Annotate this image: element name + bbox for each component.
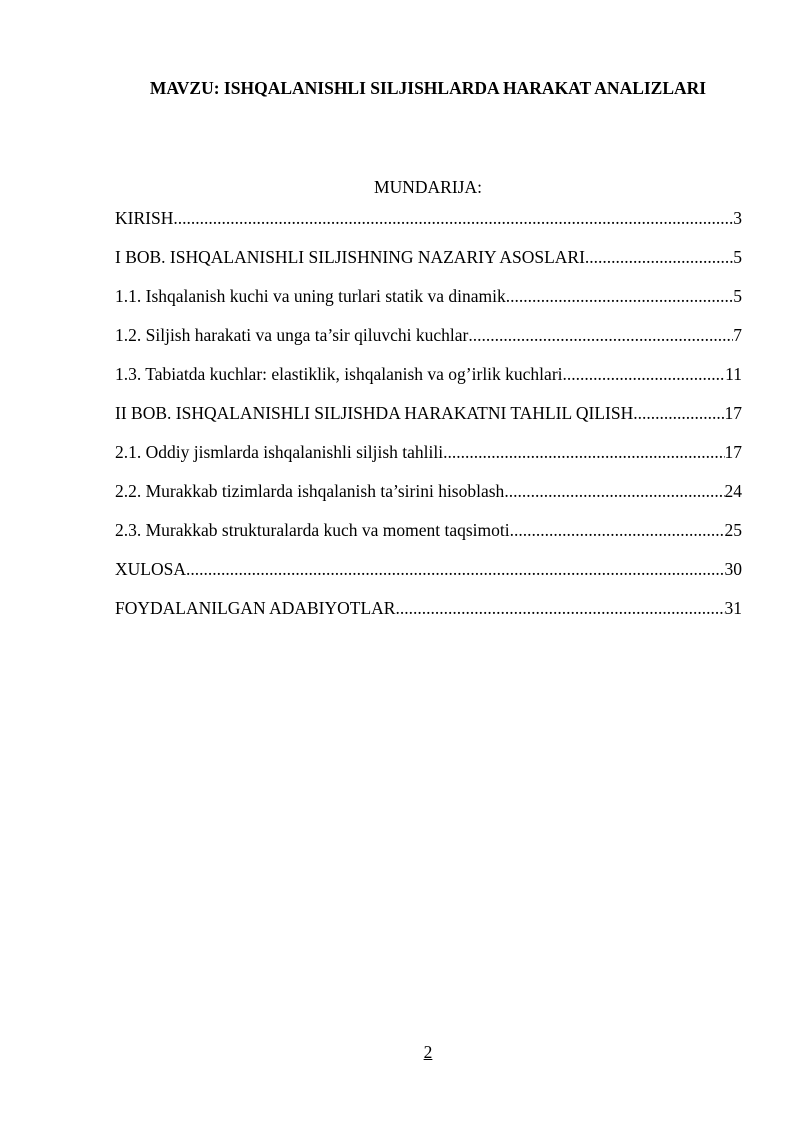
toc-entry-2-3[interactable] bbox=[115, 518, 742, 557]
toc-dot-leader bbox=[563, 362, 726, 386]
toc-heading: MUNDARIJA: bbox=[374, 177, 482, 197]
toc-entry-label: 2.3. Murakkab strukturalarda kuch va moment taqsimoti bbox=[115, 520, 510, 540]
toc-entry-label: FOYDALANILGAN ADABIYOTLAR bbox=[115, 598, 396, 618]
toc-entry-label: 2.2. Murakkab tizimlarda ishqalanish ta’sirini hisoblash bbox=[115, 481, 505, 501]
toc-entry-2-2[interactable] bbox=[115, 479, 742, 518]
toc-entry-xulosa[interactable] bbox=[115, 557, 742, 596]
toc-entry-1-1[interactable] bbox=[115, 284, 742, 323]
toc-entry-page: 31 bbox=[724, 598, 742, 618]
toc-dot-leader bbox=[173, 206, 733, 230]
toc-entry-kirish[interactable] bbox=[115, 206, 742, 245]
toc-entry-label: XULOSA bbox=[115, 559, 186, 579]
toc-entry-label: 2.1. Oddiy jismlarda ishqalanishli siljish tahlili bbox=[115, 442, 444, 462]
toc-entry-page: 17 bbox=[724, 403, 742, 423]
toc-dot-leader bbox=[186, 557, 725, 581]
toc-dot-leader bbox=[443, 440, 724, 464]
toc-entry-page: 5 bbox=[733, 286, 742, 306]
toc-entry-label: 1.2. Siljish harakati va unga ta’sir qiluvchi kuchlar bbox=[115, 325, 469, 345]
toc-entry-chapter-2[interactable] bbox=[115, 401, 742, 440]
toc-entry-1-2[interactable] bbox=[115, 323, 742, 362]
toc-dot-leader bbox=[468, 323, 733, 347]
toc-dot-leader bbox=[585, 245, 733, 269]
page-title: MAVZU: ISHQALANISHLI SILJISHLARDA HARAKAT ANALIZLARI bbox=[149, 78, 707, 98]
toc-entry-2-1[interactable] bbox=[115, 440, 742, 479]
toc-dot-leader bbox=[510, 518, 725, 542]
page-number: 2 bbox=[423, 1042, 433, 1062]
toc-dot-leader bbox=[504, 479, 724, 503]
toc-entry-page: 11 bbox=[725, 364, 742, 384]
toc-entry-page: 3 bbox=[733, 208, 742, 228]
toc-entry-label: II BOB. ISHQALANISHLI SILJISHDA HARAKATNI TAHLIL QILISH bbox=[115, 403, 634, 423]
toc-entry-page: 17 bbox=[724, 442, 742, 462]
toc-entry-label: 1.1. Ishqalanish kuchi va uning turlari statik va dinamik bbox=[115, 286, 506, 306]
toc-dot-leader bbox=[633, 401, 724, 425]
toc-entry-label: 1.3. Tabiatda kuchlar: elastiklik, ishqalanish va og’irlik kuchlari bbox=[115, 364, 563, 384]
toc-dot-leader bbox=[506, 284, 733, 308]
toc-entry-label: KIRISH bbox=[115, 208, 174, 228]
toc-entry-adabiyotlar[interactable] bbox=[115, 596, 742, 635]
toc-entry-page: 5 bbox=[733, 247, 742, 267]
toc-entry-1-3[interactable] bbox=[115, 362, 742, 401]
toc-entry-label: I BOB. ISHQALANISHLI SILJISHNING NAZARIY ASOSLARI bbox=[115, 247, 585, 267]
toc-entry-chapter-1[interactable] bbox=[115, 245, 742, 284]
table-of-contents bbox=[115, 206, 742, 635]
toc-entry-page: 25 bbox=[724, 520, 742, 540]
toc-entry-page: 7 bbox=[733, 325, 742, 345]
toc-entry-page: 30 bbox=[724, 559, 742, 579]
toc-dot-leader bbox=[395, 596, 724, 620]
toc-entry-page: 24 bbox=[724, 481, 742, 501]
